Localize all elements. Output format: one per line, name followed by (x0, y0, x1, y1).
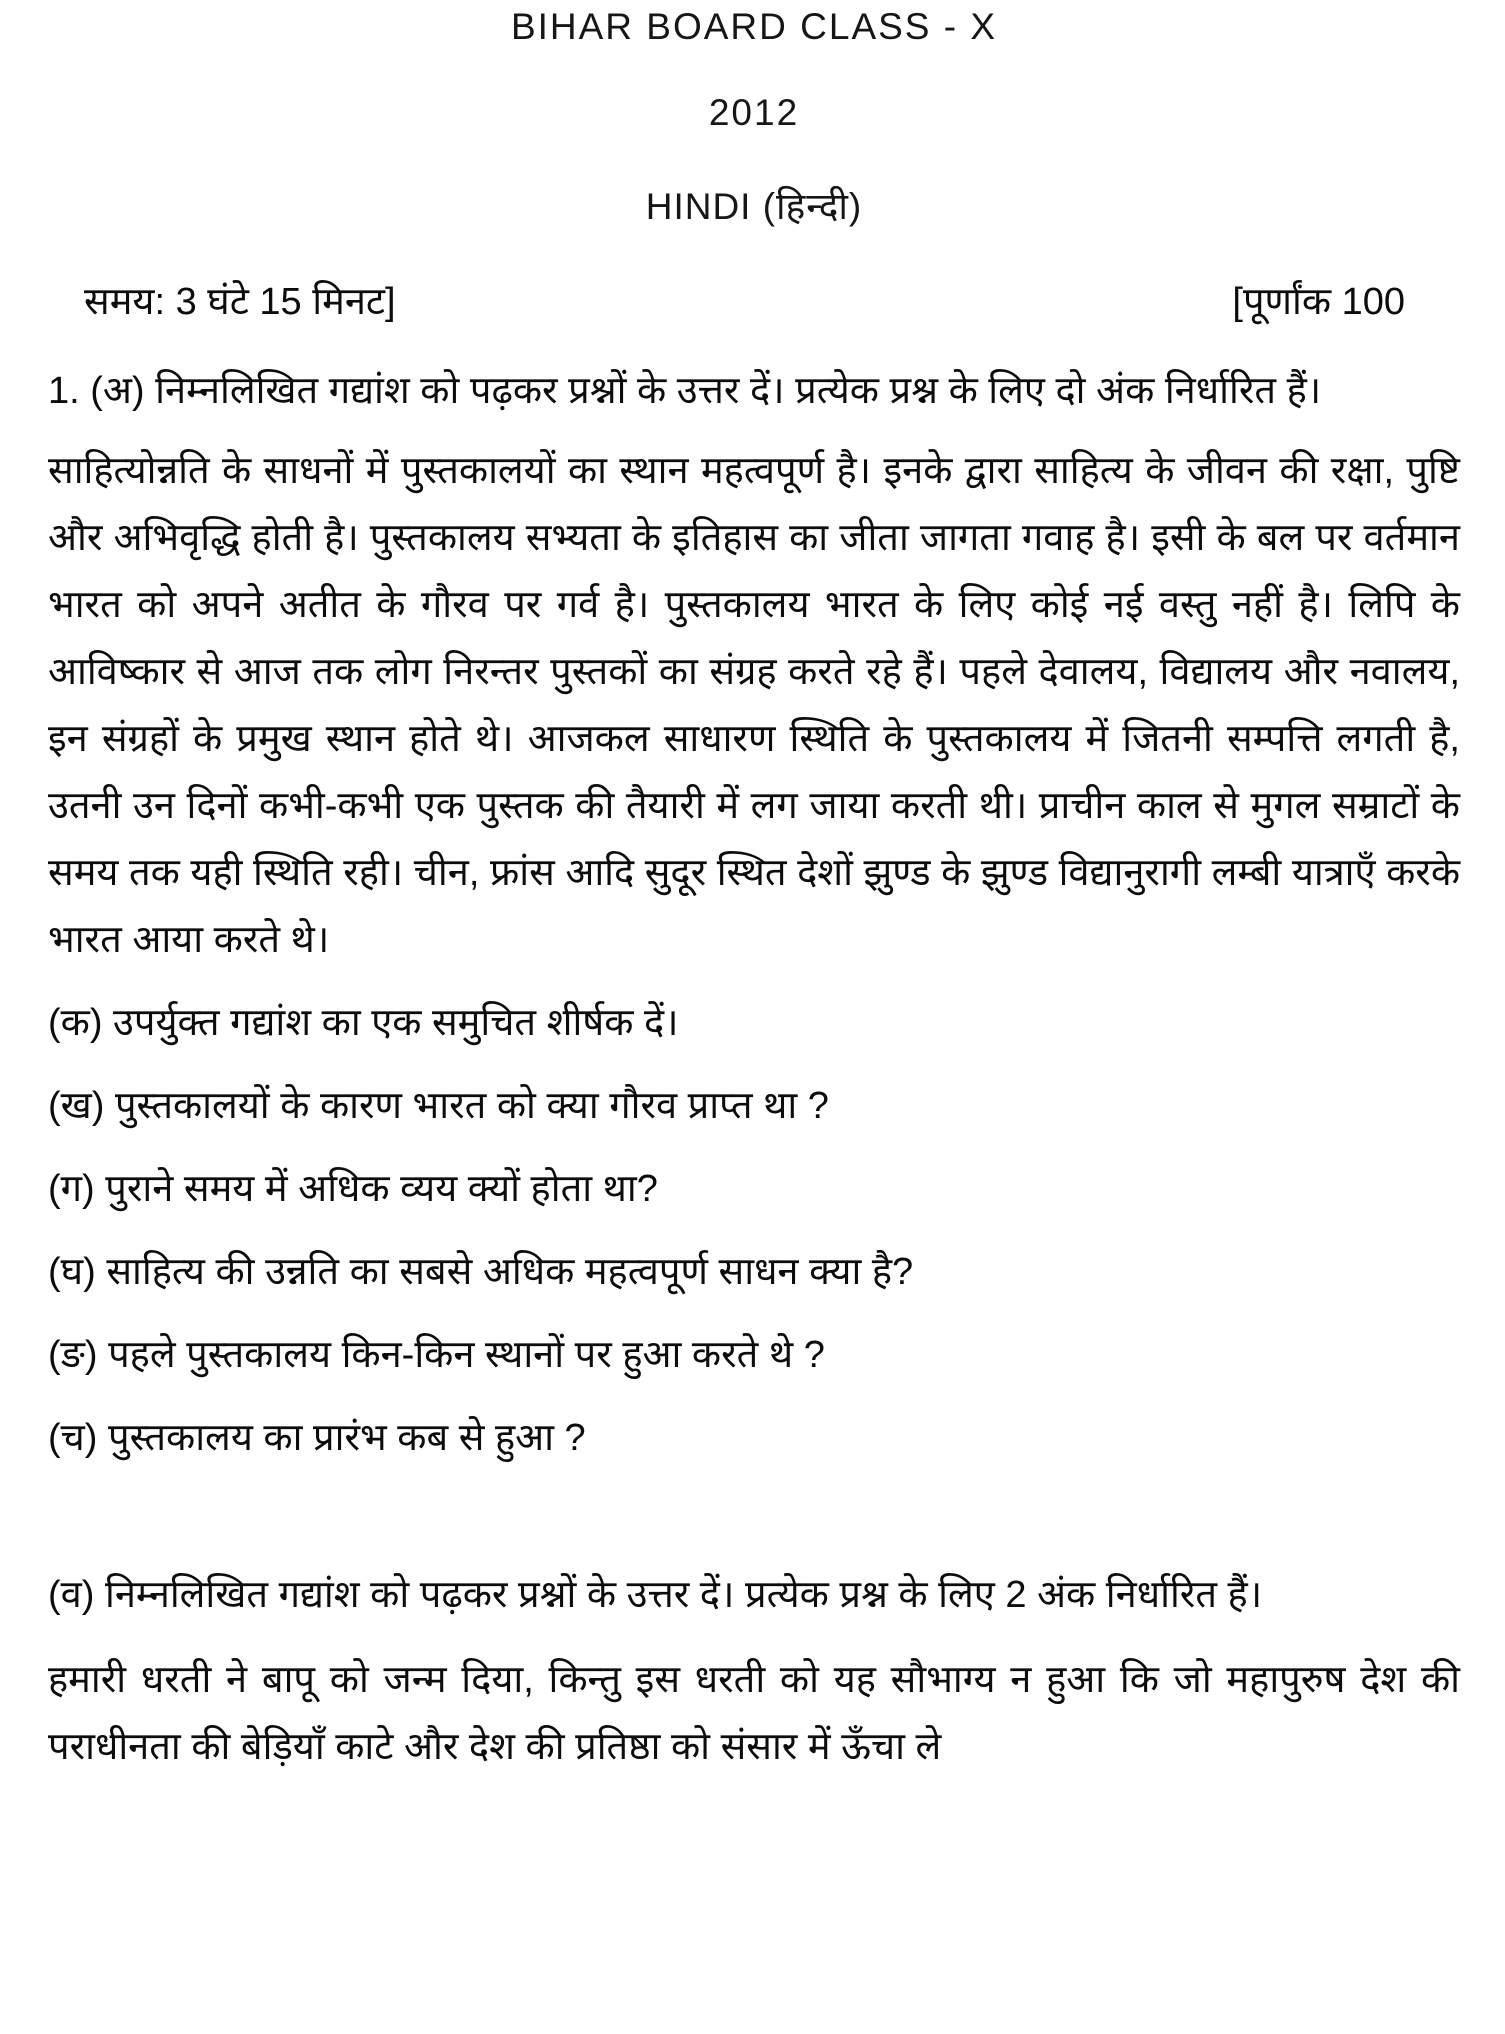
exam-year: 2012 (708, 92, 800, 133)
question-item-ka: (क) उपर्युक्त गद्यांश का एक समुचित शीर्षक दें। (48, 1002, 679, 1044)
question-item-kha: (ख) पुस्तकालयों के कारण भारत को क्या गौरव प्राप्त था ? (48, 1085, 829, 1127)
section-a-passage: साहित्योन्नति के साधनों में पुस्तकालयों का स्थान महत्वपूर्ण है। इनके द्वारा साहित्य के जीवन की रक्षा, पुष्टि और अभिवृद्धि होती है। पुस्तकालय सभ्यता के इतिहास का जीता जागता गवाह है। इसी के बल पर वर्तमान भारत को अपने अतीत के गौरव पर गर्व है। पुस्तकालय भारत के लिए कोई नई वस्तु नहीं है। लिपि के आविष्कार से आज तक लोग निरन्तर पुस्तकों का संग्रह करते रहे हैं। पहले देवालय, विद्यालय और नवालय, इन संग्रहों के प्रमुख स्थान होते थे। आजकल साधारण स्थिति के पुस्तकालय में जितनी सम्पत्ति लगती है, उतनी उन दिनों कभी-कभी एक पुस्तक की तैयारी में लग जाया करती थी। प्राचीन काल से मुगल सम्राटों के समय तक यही स्थिति रही। चीन, फ्रांस आदि सुदूर स्थित देशों झुण्ड के झुण्ड विद्यानुरागी लम्बी यात्राएँ करके भारत आया करते थे। (48, 450, 1460, 961)
exam-meta-row (48, 274, 1460, 326)
section-b-instruction: (व) निम्नलिखित गद्यांश को पढ़कर प्रश्नों के उत्तर दें। प्रत्येक प्रश्न के लिए 2 अंक निर्धारित हैं। (48, 1574, 1263, 1616)
max-marks: [पूर्णांक 100 (1232, 281, 1405, 323)
question-item-ga: (ग) पुराने समय में अधिक व्यय क्यों होता था? (48, 1168, 658, 1210)
section-a-questions (48, 990, 1460, 1472)
board-class-title: BIHAR BOARD CLASS - X (510, 6, 998, 47)
section-b-passage: हमारी धरती ने बापू को जन्म दिया, किन्तु इस धरती को यह सौभाग्य न हुआ कि जो महापुरुष देश की पराधीनता की बेड़ियाँ काटे और देश की प्रतिष्ठा को संसार में ऊँचा ले (48, 1659, 1460, 1768)
question-item-gha: (घ) साहित्य की उन्नति का सबसे अधिक महत्वपूर्ण साधन क्या है? (48, 1251, 914, 1293)
subject-title: HINDI (हिन्दी) (645, 186, 863, 227)
question-item-nga: (ङ) पहले पुस्तकालय किन-किन स्थानों पर हुआ करते थे ? (48, 1334, 825, 1376)
question-item-cha: (च) पुस्तकालय का प्रारंभ कब से हुआ ? (48, 1417, 586, 1459)
time-allowed: समय: 3 घंटे 15 मिनट] (84, 281, 396, 323)
section-a-instruction: 1. (अ) निम्नलिखित गद्यांश को पढ़कर प्रश्नों के उत्तर दें। प्रत्येक प्रश्न के लिए दो अंक निर्धारित हैं। (48, 370, 1322, 412)
